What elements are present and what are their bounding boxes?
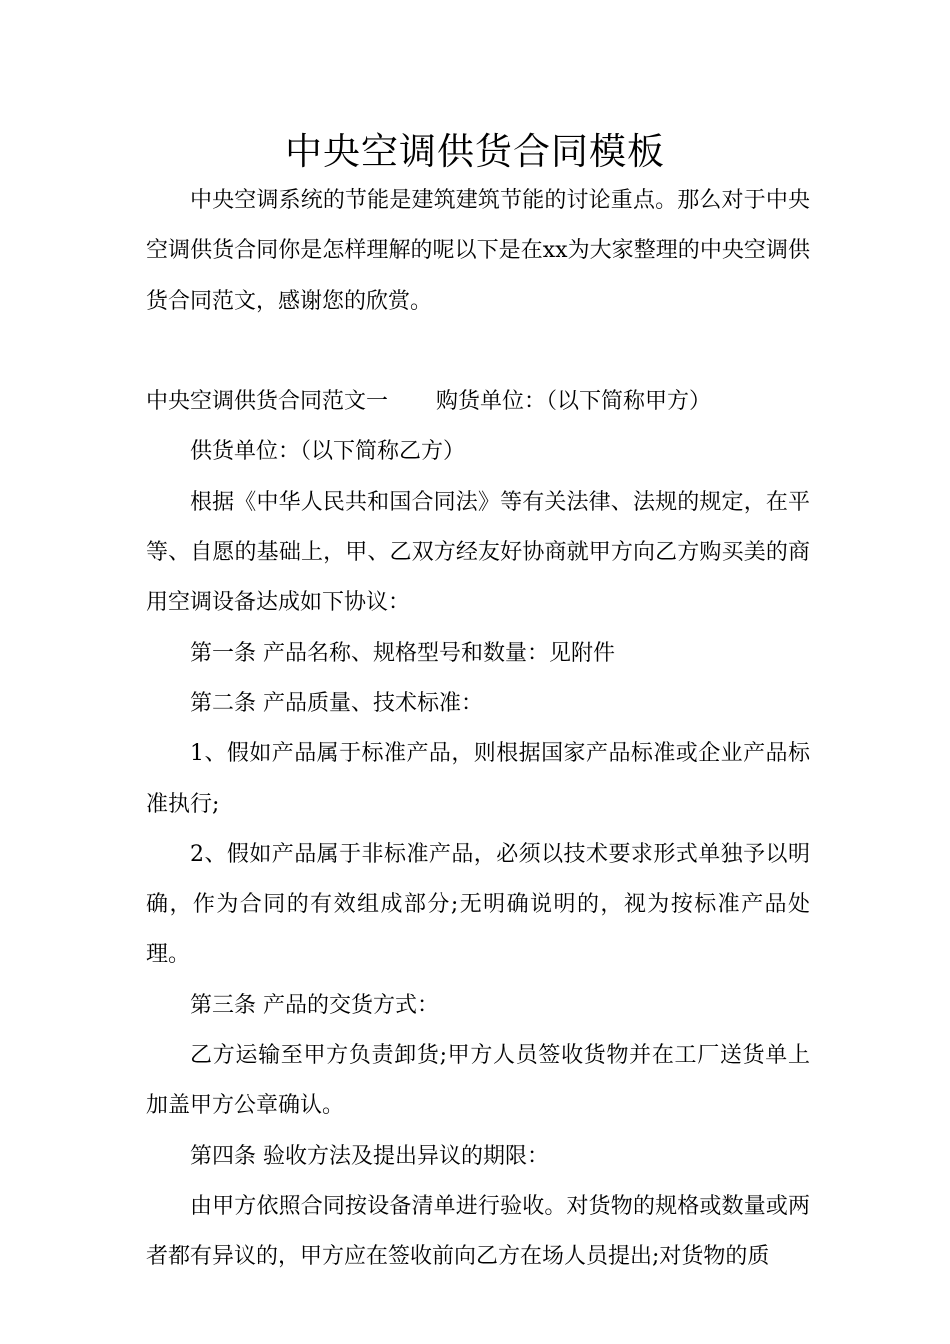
supplier-line: 供货单位：（以下简称乙方） xyxy=(190,439,466,465)
article-3-text: 乙方运输至甲方负责卸货;甲方人员签收货物并在工厂送货单上加盖甲方公章确认。 xyxy=(146,1043,810,1119)
section-heading-line xyxy=(146,377,810,427)
article-3: 第三条 产品的交货方式： xyxy=(190,992,439,1018)
article-2-item-2: 2、假如产品属于非标准产品，必须以技术要求形式单独予以明确，作为合同的有效组成部分;无明确说明的，视为按标准产品处理。 xyxy=(146,841,810,968)
article-2-item-1: 1、假如产品属于标准产品，则根据国家产品标准或企业产品标准执行; xyxy=(146,741,810,817)
section-heading: 中央空调供货合同范文一 xyxy=(146,389,389,415)
document-title: 中央空调供货合同模板 xyxy=(285,130,665,173)
document-body xyxy=(146,176,810,1283)
buyer-line: 购货单位：（以下简称甲方） xyxy=(436,389,712,415)
preamble-paragraph: 根据《中华人民共和国合同法》等有关法律、法规的规定，在平等、自愿的基础上，甲、乙双方经友好协商就甲方向乙方购买美的商用空调设备达成如下协议： xyxy=(146,489,810,616)
blank-line xyxy=(146,327,810,377)
article-4: 第四条 验收方法及提出异议的期限： xyxy=(190,1143,549,1169)
intro-paragraph: 中央空调系统的节能是建筑建筑节能的讨论重点。那么对于中央空调供货合同你是怎样理解的呢以下是在xx为大家整理的中央空调供货合同范文，感谢您的欣赏。 xyxy=(146,188,810,314)
article-2: 第二条 产品质量、技术标准： xyxy=(190,690,483,716)
article-4-text: 由甲方依照合同按设备清单进行验收。对货物的规格或数量或两者都有异议的，甲方应在签收前向乙方在场人员提出;对货物的质 xyxy=(146,1193,810,1270)
article-1: 第一条 产品名称、规格型号和数量：见附件 xyxy=(190,640,615,666)
